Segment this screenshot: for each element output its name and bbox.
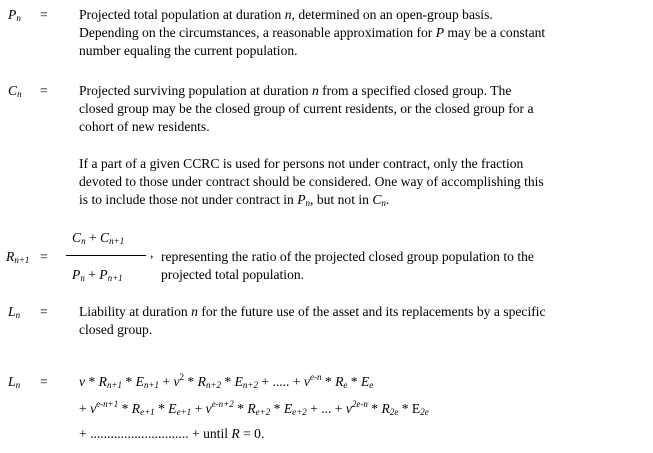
definition-text: [79, 82, 639, 136]
definition-line: Projected total population at duration n, determined on an open-group basis.: [79, 7, 493, 22]
definition-line: Depending on the circumstances, a reasonable approximation for P may be a constant: [79, 25, 546, 40]
ratio-description-line: projected total population.: [161, 267, 305, 282]
note-line: devoted to those under contract should be considered. One way of accomplishing this: [79, 174, 544, 189]
formula-line-1: $v * R_{n+1} * E_{n+1} + v^2 * R_{n+2} * E_{n+2}$ + ..... + $v^{e-n} * R_e * E_e$: [79, 372, 374, 390]
fraction-comma: ,: [150, 245, 154, 260]
definition-line: cohort of new residents.: [79, 119, 210, 134]
note-paragraph: [79, 155, 639, 209]
equals-sign: =: [40, 374, 48, 389]
fraction-bar: [66, 255, 146, 256]
note-line: is to include those not under contract in $P_n$, but not in $C_n$.: [79, 192, 390, 208]
symbol-l: $L_n$: [8, 374, 21, 390]
equals-sign: =: [40, 83, 48, 98]
note-line: If a part of a given CCRC is used for persons not under contract, only the fraction: [79, 156, 524, 171]
definition-text: [79, 6, 639, 60]
equals-sign: =: [40, 249, 48, 264]
liability-line: closed group.: [79, 322, 153, 337]
definition-line: Projected surviving population at duration n from a specified closed group. The: [79, 83, 512, 98]
equals-sign: =: [40, 304, 48, 319]
ratio-description-line: representing the ratio of the projected closed group population to the: [161, 249, 534, 264]
symbol-p: $P_n$: [8, 7, 21, 23]
symbol-r: $R_{n+1}$: [6, 249, 30, 265]
liability-text: [79, 303, 639, 339]
symbol-c: $C_n$: [8, 83, 22, 99]
fraction-numerator: $C_n + C_{n+1}$: [72, 230, 125, 246]
definition-line: number equaling the current population.: [79, 43, 298, 58]
formula-line-3: + ............................. + until R = 0.: [79, 426, 265, 441]
liability-line: Liability at duration n for the future use of the asset and its replacements by a specific: [79, 304, 546, 319]
ratio-description: [161, 248, 534, 284]
definition-line: closed group may be the closed group of current residents, or the closed group for a: [79, 101, 534, 116]
fraction-denominator: $P_n + P_{n+1}$: [72, 267, 123, 283]
symbol-l: $L_n$: [8, 304, 21, 320]
equals-sign: =: [40, 7, 48, 22]
formula-line-2: + $v^{e-n+1} * R_{e+1} * E_{e+1} + v^{e-n+2} * R_{e+2} * E_{e+2}$ + ... + $v^{2e-n} * R_{2e} * E_{2e}$: [79, 399, 429, 417]
